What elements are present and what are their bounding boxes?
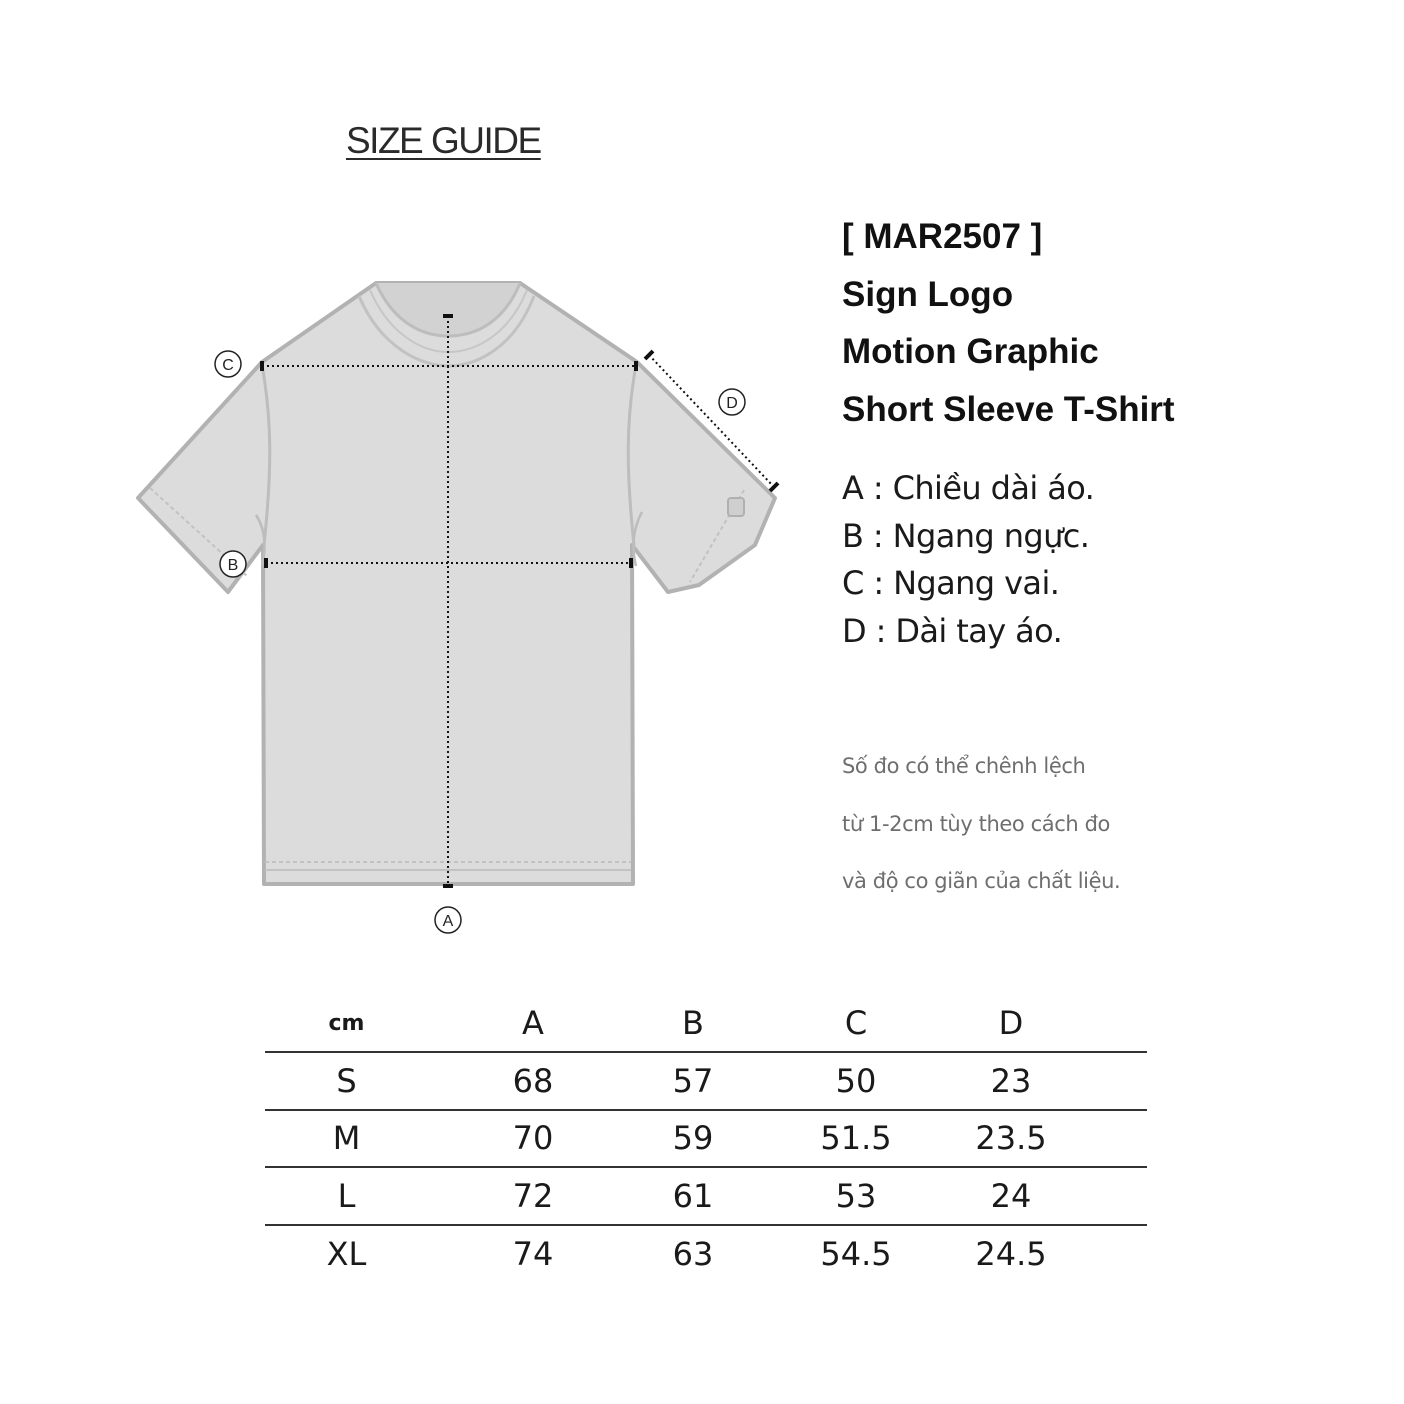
product-name	[842, 208, 1175, 438]
legend-item-a: A : Chiều dài áo.	[842, 469, 1095, 507]
measurement-note	[842, 738, 1120, 911]
svg-text:B: B	[227, 557, 239, 574]
table-cell: 24	[990, 1176, 1032, 1215]
legend-item-c: C : Ngang vai.	[842, 564, 1060, 603]
table-cell: 72	[512, 1176, 554, 1215]
measurement-legend	[842, 465, 1094, 656]
marker-d	[719, 389, 745, 415]
table-cell: 53	[835, 1176, 877, 1215]
sleeve-label	[728, 498, 744, 516]
table-header-row	[265, 995, 1147, 1052]
note-line: Số đo có thể chênh lệch	[842, 754, 1086, 778]
size-label: L	[337, 1176, 356, 1215]
table-cell: 59	[672, 1119, 714, 1158]
table-cell: 24.5	[975, 1234, 1047, 1273]
spacer-cell	[1058, 995, 1147, 1052]
product-name-line: Sign Logo	[842, 274, 1014, 314]
table-cell: 74	[512, 1234, 554, 1273]
svg-text:D: D	[726, 395, 738, 412]
marker-a	[435, 907, 461, 933]
table-cell: 70	[512, 1119, 554, 1158]
legend-item-b: B : Ngang ngực.	[842, 516, 1090, 555]
table-cell: 61	[672, 1176, 714, 1215]
table-cell: 63	[672, 1234, 714, 1273]
table-row	[265, 1052, 1147, 1110]
svg-text:C: C	[222, 357, 234, 374]
column-header-b: B	[682, 1004, 704, 1042]
spacer-cell	[1058, 1110, 1147, 1168]
marker-b	[220, 551, 246, 577]
column-header-c: C	[844, 1004, 868, 1042]
size-label: XL	[326, 1234, 367, 1273]
product-name-line: Short Sleeve T-Shirt	[842, 389, 1175, 429]
note-line: và độ co giãn của chất liệu.	[842, 869, 1121, 893]
table-row	[265, 1225, 1147, 1283]
table-cell: 54.5	[820, 1234, 892, 1273]
product-name-line: Motion Graphic	[842, 332, 1099, 371]
table-cell: 50	[835, 1061, 877, 1100]
table-row	[265, 1110, 1147, 1168]
marker-c	[215, 351, 241, 377]
unit-header: cm	[328, 1010, 365, 1036]
spacer-cell	[1058, 1052, 1147, 1110]
table-cell: 57	[672, 1061, 714, 1100]
table-cell: 23	[990, 1061, 1032, 1100]
table-cell: 68	[512, 1061, 554, 1100]
note-line: từ 1-2cm tùy theo cách đo	[842, 811, 1110, 836]
size-label: S	[336, 1061, 357, 1100]
svg-text:A: A	[442, 913, 454, 930]
size-table	[265, 995, 1147, 1282]
product-code: [ MAR2507 ]	[842, 217, 1043, 256]
size-label: M	[332, 1119, 361, 1158]
table-row	[265, 1167, 1147, 1225]
column-header-d: D	[998, 1004, 1024, 1042]
table-cell: 23.5	[975, 1119, 1047, 1158]
legend-item-d: D : Dài tay áo.	[842, 612, 1063, 651]
page-title: SIZE GUIDE	[346, 120, 541, 161]
spacer-cell	[1058, 1167, 1147, 1225]
table-cell: 51.5	[820, 1119, 892, 1158]
column-header-a: A	[522, 1004, 544, 1042]
spacer-cell	[1058, 1225, 1147, 1283]
